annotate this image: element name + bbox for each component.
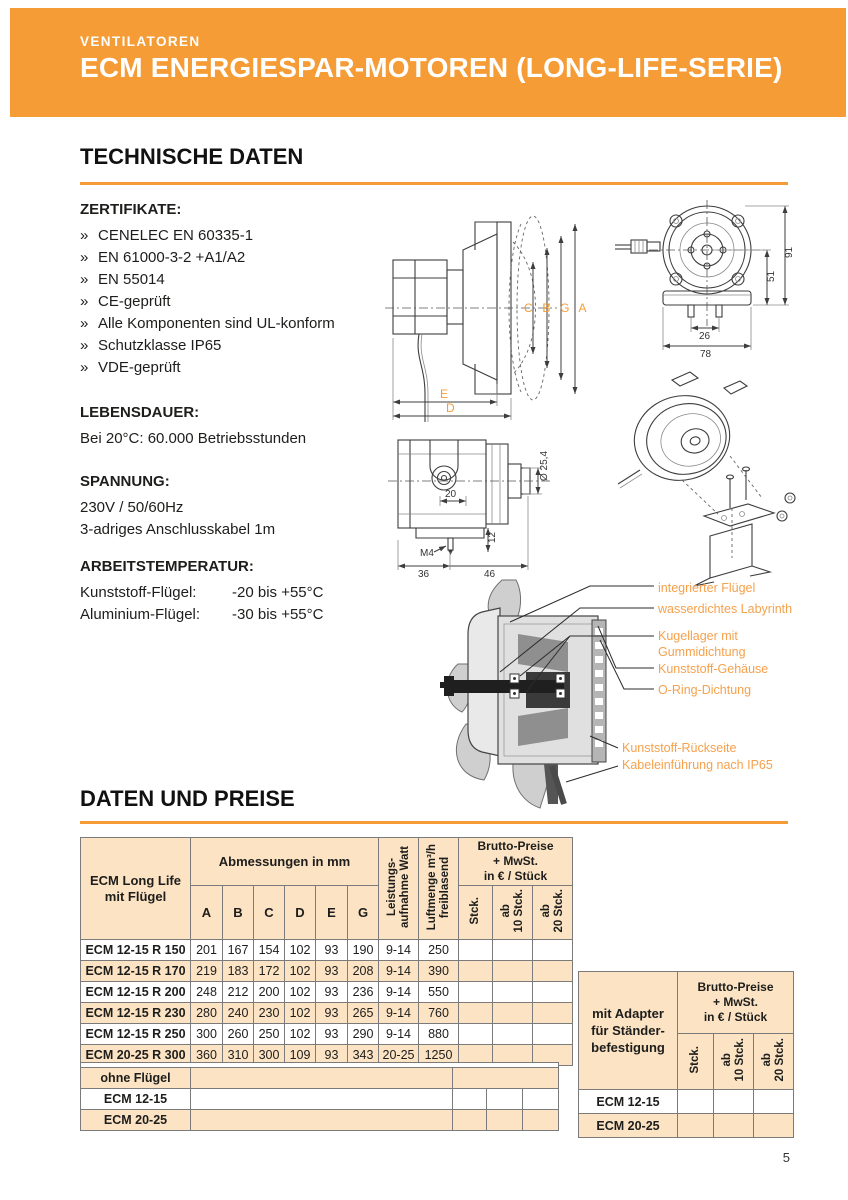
table-cell: 172 (254, 961, 285, 982)
price-cell-empty (533, 1003, 573, 1024)
dim-label-20: 20 (445, 489, 457, 500)
table-cell: 200 (254, 982, 285, 1003)
temperature-heading: ARBEITSTEMPERATUR: (80, 558, 254, 575)
model-name-cell: ECM 12-15 R 170 (81, 961, 191, 982)
data-prices-heading: DATEN UND PREISE (80, 786, 295, 811)
callout-label: Kabeleinführung nach IP65 (622, 758, 773, 772)
table-cell: 93 (316, 1003, 348, 1024)
power-line: Leistungs- (385, 857, 398, 917)
orange-rule (80, 821, 788, 824)
list-item (80, 313, 410, 335)
dimension-lines (393, 224, 575, 420)
certificate-text: CENELEC EN 60335-1 (98, 227, 254, 244)
table-cell: 880 (419, 1024, 459, 1045)
table-cell: 310 (223, 1045, 254, 1066)
power-line: aufnahme Watt (398, 846, 411, 928)
motor-iso (625, 386, 738, 491)
callout-label: O-Ring-Dichtung (658, 683, 752, 697)
price-cell-empty (459, 982, 493, 1003)
temperature-value: -20 bis +55°C (232, 584, 324, 601)
dims-header-cell: Abmessungen in mm (191, 838, 379, 886)
qty-col-header (678, 1034, 714, 1090)
callout-label: Kugellager mit Gummidichtung (658, 629, 746, 659)
price-cell-empty (678, 1114, 714, 1138)
price-cell-empty (453, 1068, 559, 1089)
list-item (80, 291, 410, 313)
lifetime-block (80, 402, 410, 450)
qty-line: ab (539, 904, 552, 918)
table-cell: 109 (285, 1045, 316, 1066)
certificate-text: Schutzklasse IP65 (98, 337, 222, 354)
table-cell: 260 (223, 1024, 254, 1045)
dim-label-e: E (440, 387, 449, 401)
list-item (80, 225, 410, 247)
price-cell-empty (453, 1089, 487, 1110)
table-cell: 102 (285, 1024, 316, 1045)
price-cell-empty (714, 1090, 754, 1114)
temperature-row (80, 582, 410, 604)
model-name-cell: ECM 12-15 (579, 1090, 678, 1114)
price-cell-empty (533, 940, 573, 961)
table-cell: 93 (316, 961, 348, 982)
certificate-text: Alle Komponenten sind UL-konform (98, 315, 335, 332)
qty-col-header (459, 886, 493, 940)
bullet: » (80, 315, 89, 332)
qty-line: ab (720, 1053, 733, 1067)
price-cell-empty (487, 1110, 523, 1131)
price-cell-empty (459, 1003, 493, 1024)
table-row (81, 982, 573, 1003)
airflow-line: freiblasend (438, 856, 451, 918)
certificate-text: CE-geprüft (98, 293, 171, 310)
qty-line: 10 Stck. (512, 889, 525, 933)
price-cell-empty (493, 1003, 533, 1024)
table-header-row (81, 838, 573, 886)
dim-col-header: B (223, 886, 254, 940)
table-cell: 93 (316, 940, 348, 961)
price-line: in € / Stück (483, 869, 548, 883)
table-cell: 167 (223, 940, 254, 961)
power-label (386, 846, 412, 928)
table-cell: 9-14 (379, 1024, 419, 1045)
table-row (579, 1090, 794, 1114)
adapter-label-line: befestigung (591, 1040, 665, 1055)
adapter-label-line: mit Adapter (592, 1006, 664, 1021)
price-cell-empty (493, 961, 533, 982)
dim-col-header: A (191, 886, 223, 940)
power-header-cell (379, 838, 419, 940)
list-item (80, 335, 410, 357)
table-cell: 300 (191, 1024, 223, 1045)
table-cell: 1250 (419, 1045, 459, 1066)
main-price-table (80, 837, 573, 1066)
price-cell-empty (459, 961, 493, 982)
qty-line: Stck. (469, 897, 481, 925)
table-cell: 9-14 (379, 961, 419, 982)
qty-line: 20 Stck. (773, 1038, 786, 1082)
table-cell: 248 (191, 982, 223, 1003)
price-cell-empty (459, 1024, 493, 1045)
bullet: » (80, 337, 89, 354)
table-cell: 265 (348, 1003, 379, 1024)
price-line: + MwSt. (492, 854, 538, 868)
price-cell-empty (493, 982, 533, 1003)
dim-label-36: 36 (418, 569, 430, 580)
qty-line: Stck. (689, 1046, 701, 1074)
table-cell: 93 (316, 1024, 348, 1045)
table-cell: 9-14 (379, 1003, 419, 1024)
table-cell: 190 (348, 940, 379, 961)
qty-col-header (533, 886, 573, 940)
dim-label-51: 51 (766, 270, 777, 282)
motor-outline (393, 222, 511, 422)
price-header-label (459, 839, 572, 884)
header-band (10, 8, 846, 117)
price-cell-empty (493, 940, 533, 961)
table-cell: 20-25 (379, 1045, 419, 1066)
page-number: 5 (782, 1150, 790, 1165)
side-view-drawing (388, 428, 623, 583)
certificate-text: EN 61000-3-2 +A1/A2 (98, 249, 246, 266)
table-cell: 290 (348, 1024, 379, 1045)
table-row (81, 1003, 573, 1024)
list-item (80, 269, 410, 291)
table-cell: 212 (223, 982, 254, 1003)
table-row (81, 961, 573, 982)
price-cell-empty (714, 1114, 754, 1138)
table-cell: 93 (316, 982, 348, 1003)
price-line: + MwSt. (712, 995, 758, 1009)
model-name-cell: ECM 20-25 (81, 1110, 191, 1131)
price-cell-empty (533, 982, 573, 1003)
model-name-cell: ECM 12-15 (81, 1089, 191, 1110)
table-cell: 102 (285, 961, 316, 982)
price-header-cell (678, 972, 794, 1034)
dim-label-78: 78 (700, 349, 712, 360)
table-cell: 93 (316, 1045, 348, 1066)
table-cell: 102 (285, 982, 316, 1003)
voltage-text: 230V / 50/60Hz (80, 499, 184, 516)
table-cell: 201 (191, 940, 223, 961)
airflow-label (426, 844, 452, 930)
side-view-fan-drawing (385, 190, 620, 435)
table-cell: 102 (285, 940, 316, 961)
table-row (81, 1089, 559, 1110)
table-cell: 300 (254, 1045, 285, 1066)
certificate-text: VDE-geprüft (98, 359, 181, 376)
motor-side-outline (398, 440, 530, 555)
dim-label-26: 26 (699, 331, 711, 342)
table-cell: 9-14 (379, 982, 419, 1003)
table-cell: 250 (254, 1024, 285, 1045)
voltage-block (80, 471, 410, 541)
table-section-row (81, 1068, 559, 1089)
table-cell: 9-14 (379, 940, 419, 961)
certificates-block (80, 199, 410, 379)
price-cell-empty (754, 1114, 794, 1138)
bullet: » (80, 293, 89, 310)
group-header-cell (81, 838, 191, 940)
voltage-heading: SPANNUNG: (80, 473, 170, 490)
adapter-price-table (578, 971, 794, 1138)
dim-label-dia: Ø 25,4 (539, 450, 550, 481)
airflow-line: Luftmenge m³/h (425, 843, 438, 931)
list-item (80, 357, 410, 379)
certificate-text: EN 55014 (98, 271, 165, 288)
table-cell: 360 (191, 1045, 223, 1066)
price-header-label (678, 980, 793, 1025)
dim-col-header: D (285, 886, 316, 940)
price-cell-empty (678, 1090, 714, 1114)
table-cell: 390 (419, 961, 459, 982)
callout-label: integrierter Flügel (658, 581, 756, 595)
page-title: ECM ENERGIESPAR-MOTOREN (LONG-LIFE-SERIE) (80, 52, 783, 83)
dim-label-91: 91 (784, 246, 795, 258)
temperature-row (80, 604, 410, 626)
qty-line: ab (760, 1053, 773, 1067)
lifetime-heading: LEBENSDAUER: (80, 404, 200, 421)
certificates-heading: ZERTIFIKATE: (80, 201, 182, 218)
table-cell: 236 (348, 982, 379, 1003)
table-cell: 240 (223, 1003, 254, 1024)
table-cell: 760 (419, 1003, 459, 1024)
front-view-drawing (615, 196, 848, 371)
voltage-cable-text: 3-adriges Anschlusskabel 1m (80, 521, 276, 538)
adapter-label-line: für Ständer- (591, 1023, 665, 1038)
orange-rule (80, 182, 788, 185)
table-header-row (579, 972, 794, 1034)
bullet: » (80, 359, 89, 376)
section-label-cell: ohne Flügel (81, 1068, 191, 1089)
table-cell: 219 (191, 961, 223, 982)
callout-label: wasserdichtes Labyrinth (658, 602, 793, 616)
dim-label-cbga: C B G A (524, 301, 590, 315)
price-cell-empty (453, 1110, 487, 1131)
table-row (579, 1114, 794, 1138)
temperature-label: Kunststoff-Flügel: (80, 584, 197, 601)
qty-line: 10 Stck. (733, 1038, 746, 1082)
mounting-parts (682, 456, 795, 586)
temperature-block (80, 556, 410, 626)
model-name-cell: ECM 20-25 R 300 (81, 1045, 191, 1066)
adapter-label-cell (579, 972, 678, 1090)
model-name-cell: ECM 20-25 (579, 1114, 678, 1138)
list-item (80, 247, 410, 269)
technical-data-heading: TECHNISCHE DATEN (80, 144, 304, 169)
qty-line: 20 Stck. (552, 889, 565, 933)
qty-col-header (493, 886, 533, 940)
model-name-cell: ECM 12-15 R 230 (81, 1003, 191, 1024)
price-line: in € / Stück (703, 1010, 768, 1024)
table-cell: 550 (419, 982, 459, 1003)
dim-col-header: G (348, 886, 379, 940)
table-cell (191, 1068, 453, 1089)
callout-label: Kunststoff-Rückseite (622, 741, 737, 755)
table-row (81, 1024, 573, 1045)
qty-col-header (714, 1034, 754, 1090)
table-row (81, 940, 573, 961)
lifetime-text: Bei 20°C: 60.000 Betriebsstunden (80, 430, 307, 447)
table-cell: 250 (419, 940, 459, 961)
table-cell: 208 (348, 961, 379, 982)
price-line: Brutto-Preise (477, 839, 554, 853)
table-cell: 154 (254, 940, 285, 961)
airflow-header-cell (419, 838, 459, 940)
table-cell: 280 (191, 1003, 223, 1024)
callout-label: Kunststoff-Gehäuse (658, 662, 769, 676)
price-cell-empty (487, 1089, 523, 1110)
bullet: » (80, 271, 89, 288)
dim-label-m4: M4 (420, 548, 434, 559)
qty-line: ab (499, 904, 512, 918)
table-cell: 343 (348, 1045, 379, 1066)
price-cell-empty (533, 961, 573, 982)
dim-label-d: D (446, 401, 455, 415)
model-name-cell: ECM 12-15 R 250 (81, 1024, 191, 1045)
bullet: » (80, 227, 89, 244)
temperature-value: -30 bis +55°C (232, 606, 324, 623)
price-line: Brutto-Preise (697, 980, 774, 994)
table-row (81, 1110, 559, 1131)
header-eyebrow: VENTILATOREN (80, 34, 201, 49)
exploded-view-drawing (612, 358, 842, 588)
dim-col-header: C (254, 886, 285, 940)
dim-label-12: 12 (487, 531, 498, 543)
model-name-cell: ECM 12-15 R 200 (81, 982, 191, 1003)
price-cell-empty (533, 1024, 573, 1045)
price-cell-empty (754, 1090, 794, 1114)
without-wing-table (80, 1062, 559, 1131)
group-label: ECM Long Life mit Flügel (90, 872, 181, 904)
table-cell (191, 1089, 453, 1110)
table-cell: 230 (254, 1003, 285, 1024)
bullet: » (80, 249, 89, 266)
table-cell: 183 (223, 961, 254, 982)
motor-front-outline (615, 206, 751, 317)
dim-label-46: 46 (484, 569, 496, 580)
price-header-cell (459, 838, 573, 886)
temperature-label: Aluminium-Flügel: (80, 606, 201, 623)
price-cell-empty (523, 1089, 559, 1110)
model-name-cell: ECM 12-15 R 150 (81, 940, 191, 961)
price-cell-empty (493, 1024, 533, 1045)
price-cell-empty (523, 1110, 559, 1131)
table-cell (191, 1110, 453, 1131)
qty-col-header (754, 1034, 794, 1090)
dim-col-header: E (316, 886, 348, 940)
price-cell-empty (459, 940, 493, 961)
table-cell: 102 (285, 1003, 316, 1024)
